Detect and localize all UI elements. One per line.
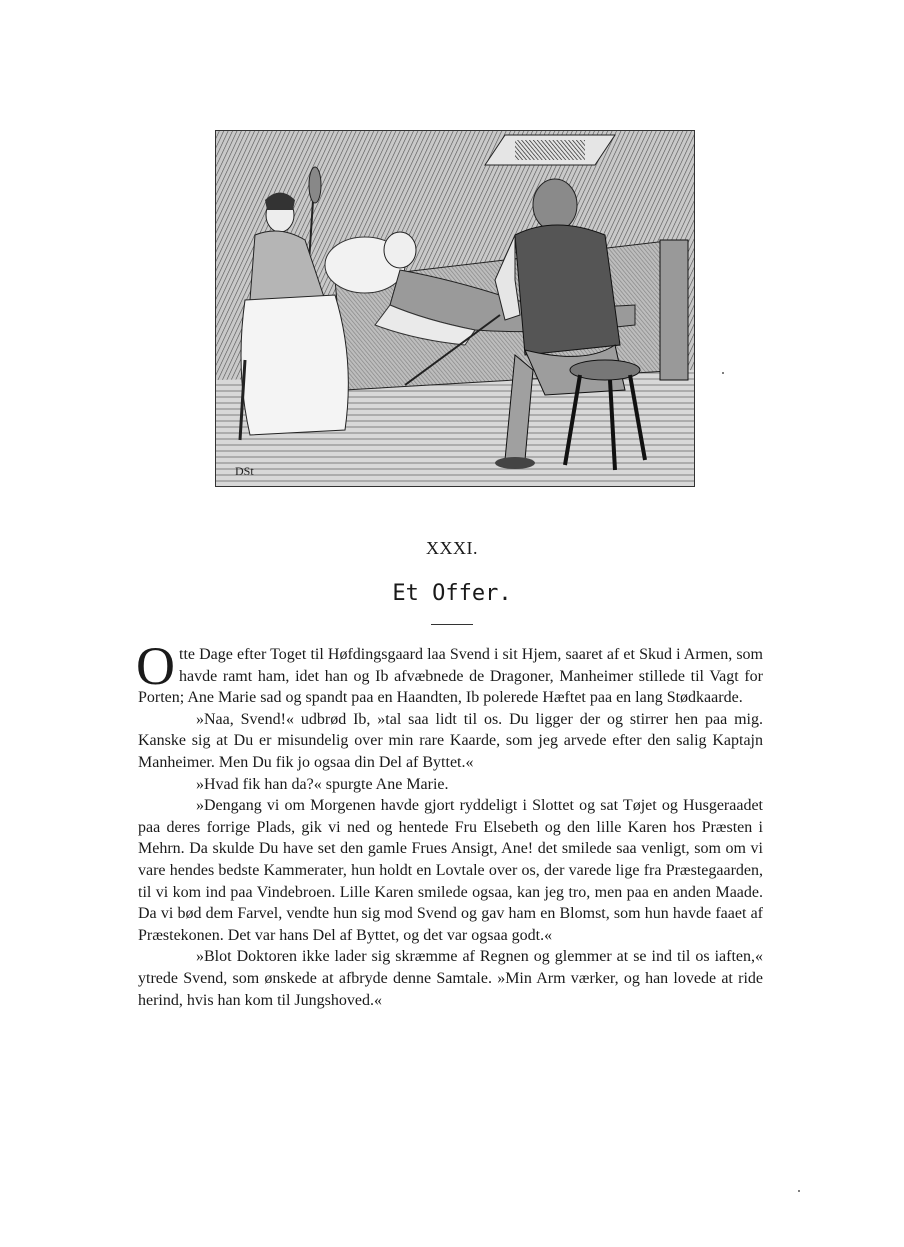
illustration-signature: DSt — [235, 464, 254, 478]
chapter-body — [136, 636, 763, 1011]
title-divider — [431, 624, 473, 625]
chapter-number: XXXI. — [426, 538, 478, 558]
paragraph-4: »Dengang vi om Morgenen havde gjort ryddeligt i Slottet og sat Tøjet og Husgeraadet paa deres forrige Plads, gik vi ned og hentede Fru Elsebeth og den lille Karen hos Præsten i Mehrn. Da skulde Du have set den gamle Frues Ansigt, Ane! det smilede saa venligt, som om vi vare hendes bedste Kammerater, hun holdt en Lovtale over os, der varede lige fra Præstegaarden, til vi kom ind paa Vindebroen. Lille Karen smilede ogsaa, kan jeg tro, men paa en anden Maade. Da vi bød dem Farvel, vendte hun sig mod Svend og gav ham en Blomst, som hun havde faaet af Præstekonen. Det var hans Del af Byttet, og det var ogsaa godt.« — [138, 797, 763, 944]
engraving-illustration — [215, 130, 695, 487]
paragraph-2: »Naa, Svend!« udbrød Ib, »tal saa lidt til os. Du ligger der og stirrer hen paa mig. Kanske sig at Du er misundelig over min rare Kaarde, som jeg arvede efter den salig Kaptajn Manheimer. Men Du fik jo ogsaa din Del af Byttet.« — [138, 710, 763, 771]
paragraph-5: »Blot Doktoren ikke lader sig skræmme af Regnen og glemmer at se ind til os iaften,« ytrede Svend, som ønskede at afbryde denne Samtale. »Min Arm værker, og han lovede at ride herind, hvis han kom til Jungshoved.« — [138, 948, 763, 1009]
drop-cap: O — [136, 636, 175, 696]
engraving-figures-icon — [215, 130, 695, 487]
paragraph-1 — [136, 636, 763, 709]
paragraph-3: »Hvad fik han da?« spurgte Ane Marie. — [196, 775, 449, 793]
chapter-title: Et Offer. — [392, 581, 512, 606]
speck — [798, 1190, 800, 1192]
paragraph-text: tte Dage efter Toget til Høfdingsgaard laa Svend i sit Hjem, saaret af et Skud i Armen, som havde ramt ham, idet han og Ib afvæbnede de Dragoner, Manheimer stillede til Vagt for Porten; Ane Marie sad og spandt paa en Haandten, Ib polerede Hæftet paa en lang Stødkaarde. — [138, 646, 763, 707]
speck — [722, 372, 724, 374]
